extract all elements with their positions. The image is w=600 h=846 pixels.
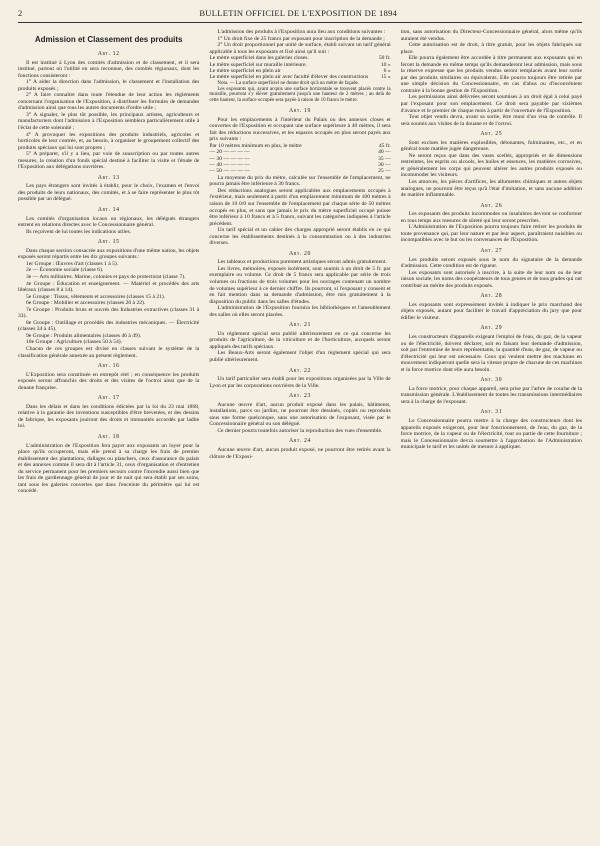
tariff-price: 6 » bbox=[383, 68, 391, 74]
paragraph: 7e Groupe : Produits bruts et ouvrés des Industries extractives (classes 31 à 33). bbox=[18, 306, 200, 320]
article-heading: Art. 13 bbox=[97, 174, 120, 181]
paragraph: Ne seront reçus que dans des vases scellés, appropriés et de dimensions restreintes, les esprits ou alcools, les huiles et essences, les matières corrosives, et généralement les corps qui peuvent altérer les autres produits exposés ou incommoder les visiteurs. bbox=[400, 152, 582, 179]
paragraph: Cette autorisation est de droit, à titre gratuit, pour les objets fabriqués sur place. bbox=[400, 42, 582, 55]
paragraph: 10e Groupe : Agriculture (classes 50 à 54). bbox=[26, 339, 122, 346]
tariff-price: 35 — bbox=[378, 155, 391, 162]
article-heading: Art. 29 bbox=[480, 325, 503, 332]
article-heading: Art. 30 bbox=[480, 377, 503, 384]
paragraph: L'admission des produits à l'Exposition aura lieu aux conditions suivantes : bbox=[217, 29, 386, 35]
tariff-label: Le mètre superficiel en plein air avec faculté d'élever des constructions bbox=[209, 74, 369, 81]
paragraph: Tout objet vendu devra, avant sa sortie, être muni d'un visa de contrôle. Il sera soumis aux visites de la douane et de l'octroi. bbox=[400, 114, 582, 127]
tariff-price: 45 fr. bbox=[378, 142, 391, 149]
paragraph: Les Beaux-Arts seront également l'objet d'un règlement spécial qui sera publié ultérieurement. bbox=[209, 350, 391, 363]
paragraph: L'administration de l'Exposition fera payer aux exposants un loyer pour la place qu'ils occuperont, mais elle prend à sa charge les frais de premier établissement des plantations, dallages ou planchers, ceux d'assurance du palais et des annexes comme il sera dit à l'article 31, ceux d'organisation et d'entretien du service permanent pour les premiers secours contre l'incendie aussi bien que les frais de gardiennage général de jour et de nuit qui sera établi par ses soins, tant sous les galeries couvertes que dans l'enceinte du périmètre qui lui est concédé. bbox=[18, 442, 200, 495]
paragraph: Les produits seront exposés sous le nom du signataire de la demande d'admission. Cette condition est de rigueur. bbox=[400, 256, 582, 270]
paragraph: 1er Groupe : Œuvres d'art (classes 1 à 5). bbox=[26, 260, 119, 267]
paragraph: L'Administration de l'Exposition pourra toujours faire retirer les produits de toute provenance qui, par leur nature et par leur aspect, paraîtraient nuisibles ou incompatibles avec le but ou les convenances de l'Exposition. bbox=[400, 224, 582, 244]
paragraph: Les exposants sont expressément invités à indiquer le prix marchand des objets exposés, autant pour faciliter le travail d'appréciation du jury que pour édifier le visiteur. bbox=[400, 301, 582, 321]
paragraph: Le Concessionnaire pourra mettre à la charge des constructeurs dont les appareils exposés exigeront, pour leur fonctionnement, de l'eau, du gaz, de la force motrice, de la vapeur ou de l'électricité, tout ou partie de cette fourniture ; mais le Concessionnaire devra soumettre à l'approbation de l'Administration municipale le tarif et les unités de mesure à appliquer. bbox=[400, 417, 582, 451]
header-rule bbox=[18, 22, 582, 23]
paragraph: Les comités d'organisation locaux ou régionaux, les délégués étrangers entrent en relations directes avec le Concessionnaire général. bbox=[18, 215, 200, 229]
paragraph: Chacun de ces groupes est divisé en classes suivant le système de la classification générale annexée au présent règlement. bbox=[18, 345, 200, 359]
tariff-label: — 40 — — — — bbox=[209, 161, 250, 168]
paragraph: La force motrice, pour chaque appareil, sera prise par l'arbre de couche de la transmission générale. L'établissement de toutes les transmissions intermédiaires sera à la charge de l'exposant. bbox=[400, 385, 582, 405]
tariff-price: 40 — bbox=[378, 149, 391, 156]
article-heading: Art. 15 bbox=[97, 239, 120, 246]
note-paragraph: Les exposants qui, ayant acquis une surface horizontale se trouvent placés contre la muraille, pourront s'y élever gratuitement jusqu'à une hauteur de 2 mètres ; au delà de cette hauteur, la surface occupée sera payée à raison de 10 francs le mètre. bbox=[209, 86, 391, 104]
article-heading: Art. 14 bbox=[97, 207, 120, 214]
paragraph: 1° Un droit fixe de 25 francs par exposant pour inscription de la demande ; bbox=[217, 35, 385, 42]
tariff-row bbox=[209, 74, 390, 80]
paragraph: 3e — Arts militaires. Marine, colonies et pays de protectorat (classe 7). bbox=[26, 273, 186, 280]
page-number: 2 bbox=[18, 8, 23, 18]
paragraph: Sont exclues les matières explosibles, détonantes, fulminantes, etc., et en général toute matière jugée dangereuse. bbox=[400, 139, 582, 153]
paragraph: 3° A signaler, le plus tôt possible, les principaux artistes, agriculteurs et manufacturiers dont l'admission à l'Exposition semblera particulièrement utile à l'éclat de cette solennité ; bbox=[18, 111, 200, 132]
paragraph: Elle pourra également être accordée à titre permanent aux exposants qui en feront la demande en même temps qu'ils demanderont leur admission, mais sous la réserve expresse que les produits vendus seront remplacés avant leur sortie par des produits similaires ou équivalents. Elle pourra toujours être retirée par une simple décision du Concessionnaire, en cas d'abus ou d'inconvénient contraire à la bonne gestion de l'Exposition. bbox=[400, 55, 582, 94]
article-heading: Art. 28 bbox=[480, 293, 503, 300]
paragraph: 1° A aider la direction dans l'admission, le classement et l'installation des produits exposés ; bbox=[18, 79, 200, 92]
paragraph: Aucune œuvre d'art, aucun produit exposé, ne pourront être retirés avant la clôture de l'Exposi- bbox=[209, 447, 391, 460]
tariff-label: — 50 — — — — bbox=[209, 168, 250, 175]
paragraph: 4° A provoquer les expositions des produits industriels, agricoles et horticoles de leur contrée, et, au besoin, à organiser le groupement collectif des produits spéciaux qui lui sont propres ; bbox=[18, 131, 200, 151]
article-heading: Art. 23 bbox=[289, 393, 311, 400]
note-paragraph: Nota. — La surface superficiel ne donne droit qu'à un mètre de façade. bbox=[217, 80, 360, 86]
paragraph: 5° A préparer, s'il y a lieu, par voie de souscription ou par toutes autres mesures, la création d'un fonds spécial destiné à faciliter la visite et l'étude de l'Exposition aux délégations ouvrières. bbox=[18, 151, 200, 171]
article-heading: Art. 24 bbox=[289, 438, 311, 445]
paragraph: L'Exposition sera constituée en entrepôt réel ; en conséquence les produits exposés seront affranchis des droits et des visites de l'octroi ainsi que de la douane française. bbox=[18, 371, 200, 391]
tariff-price: 10 » bbox=[380, 61, 391, 68]
column-2 bbox=[209, 29, 390, 841]
paragraph: Les livres, mémoires, exposés isolément, sont soumis à un droit de 5 fr. par exemplaire ou volume. Ce droit de 5 francs sera applicable par série de trois volumes ou fractions de trois volumes pour les ouvrages contenant un nombre de volumes supérieur à ce dernier chiffre. Ils pourront, si l'exposant y consent et en fait mention dans sa demande d'admission, être mis gratuitement à la disposition du public dans les salles d'études. bbox=[209, 265, 391, 305]
paragraph: Les pays étrangers sont invités à établir, pour le choix, l'examen et l'envoi des produits de leurs nationaux, des comités, et à se faire représenter le plus tôt possible par un délégué. bbox=[18, 183, 200, 203]
article-heading: Art. 21 bbox=[289, 322, 311, 329]
paragraph: Pour les emplacements à l'intérieur du Palais ou des annexes closes et couvertes de l'Exposition et occupant une surface supérieure à 40 mètres, il sera fait des réductions successives, et les espaces occupés en plus seront payés aux prix suivants : bbox=[209, 116, 391, 143]
section-title: Admission et Classement des produits bbox=[34, 35, 183, 44]
page-header bbox=[18, 8, 582, 18]
paragraph: 8e Groupe : Outillage et procédés des industries mécaniques. — Électricité (classes 34 à 45). bbox=[18, 319, 200, 333]
paragraph: La moyenne du prix du mètre, calculée sur l'ensemble de l'emplacement, ne pourra jamais être inférieure à 30 francs. bbox=[209, 174, 391, 188]
paragraph: Les permissions ainsi délivrées seront soumises à un droit égal à celui payé par l'exposant pour son emplacement. Ce droit sera payable par sixièmes d'avance et le premier de chaque mois à partir de l'ouverture de l'Exposition. bbox=[400, 94, 582, 114]
paragraph: 6e Groupe : Mobilier et accessoires (classes 20 à 22). bbox=[26, 300, 146, 307]
paragraph: Ils reçoivent de lui toutes les indications utiles. bbox=[26, 228, 132, 235]
tariff-label: Le mètre superficiel dans les galeries closes. bbox=[209, 55, 309, 62]
paragraph: Les exposants sont autorisés à inscrire, à la suite de leur nom ou de leur raison sociale, les noms des coopérateurs de tous genres et de tous grades qui ont contribué au mérite des produits exposés. bbox=[400, 269, 582, 289]
tariff-price: 50 fr. bbox=[378, 55, 391, 62]
paragraph: Les constructeurs d'appareils exigeant l'emploi de l'eau, du gaz, de la vapeur ou de l'électricité, doivent déclarer, soit en faisant leur demande d'admission, soit par l'entremise de leurs représentants, la quantité d'eau, de gaz, de vapeur ou d'électricité qui leur est nécessaire. Ceux qui veulent mettre des machines en mouvement indiqueront quelle sera la vitesse propre de chacune de ces machines et la force motrice dont elle aura besoin. bbox=[400, 333, 582, 373]
paragraph: 2° A faire connaître dans toute l'étendue de leur action les règlements concernant l'organisation de l'Exposition, à distribuer les formules de demandes d'admission ainsi que tous les autres documents d'ordre utile ; bbox=[18, 92, 200, 112]
article-heading: Art. 26 bbox=[480, 202, 503, 209]
article-heading: Art. 17 bbox=[97, 395, 120, 402]
paragraph: Des réductions analogues seront applicables aux emplacements occupés à l'extérieur, mais seulement à partir d'un emplacement minimum de 100 mètres à raison de 10 0/0 sur l'ensemble de l'emplacement par chaque série de 50 mètres occupés en plus, et sans que jamais le prix du mètre superficiel occupé puisse être inférieur à 10 francs et à 5 francs, suivant les catégories indiquées à l'article précédent. bbox=[209, 187, 391, 227]
paragraph: Les amorces, les pièces d'artifices, les allumettes chimiques et autres objets analogues, ne pourront être reçus qu'à l'état d'imitation, et sans aucune addition de matière inflammable. bbox=[400, 179, 582, 199]
tariff-price: 30 — bbox=[378, 161, 391, 168]
article-heading: Art. 31 bbox=[480, 409, 503, 416]
article-heading: Art. 27 bbox=[480, 247, 503, 254]
text-columns bbox=[18, 29, 582, 841]
article-heading: Art. 18 bbox=[97, 433, 120, 440]
article-heading: Art. 19 bbox=[289, 108, 311, 114]
article-heading: Art. 12 bbox=[97, 51, 120, 57]
paragraph: 2° Un droit proportionnel par unité de surface, établi suivant un tarif général applicable à tous les exposants et fixé ainsi qu'il suit : bbox=[209, 42, 391, 55]
paragraph: Aucune œuvre d'art, aucun produit exposé dans les palais, bâtiments, installations, parcs ou jardins, ne pourront être dessinés, copiés ou reproduits sous une forme quelconque, sans une autorisation de l'exposant, visée par le Concessionnaire général ou son délégué. bbox=[209, 401, 391, 428]
tariff-label: Par 10 mètres minimum en plus, le mètre bbox=[209, 142, 302, 149]
paragraph: tion, sans autorisation du Directeur-Concessionnaire général, alors même qu'ils auraient été vendus. bbox=[400, 29, 582, 42]
paragraph: Dans chaque section consacrée aux expositions d'une même nation, les objets exposés seront répartis entre les dix groupes suivants : bbox=[18, 247, 200, 261]
paragraph: 9e Groupe : Produits alimentaires (classes 46 à 49). bbox=[26, 332, 142, 339]
column-1 bbox=[18, 29, 199, 841]
article-heading: Art. 16 bbox=[97, 363, 120, 370]
tariff-label: Le mètre superficiel en plein air bbox=[209, 68, 281, 74]
article-heading: Art. 20 bbox=[289, 250, 311, 257]
paragraph: Un tarif particulier sera établi pour les expositions organisées par la Ville de Lyon et par les corporations ouvrières de la Ville. bbox=[209, 376, 391, 389]
paragraph: 2e — Économie sociale (classe 6). bbox=[26, 267, 104, 274]
paragraph: Il est institué à Lyon des comités d'admission et de classement, et il sera institué, partout où l'utilité en sera reconnue, des comités régionaux, dont les fonctions consisteront : bbox=[18, 59, 200, 79]
tariff-label: — 20 — — — — bbox=[209, 149, 250, 156]
column-3 bbox=[401, 29, 582, 841]
paragraph: 4e Groupe : Éducation et enseignement. — Matériel et procédés des arts libéraux (classes 8 à 14). bbox=[18, 280, 200, 294]
paragraph: Un règlement spécial sera publié ultérieurement en ce qui concerne les produits de l'agriculture, de la viticulture et de l'horticulture, auxquels seront appliqués des tarifs spéciaux. bbox=[209, 330, 391, 350]
tariff-table bbox=[209, 55, 390, 81]
article-heading: Art. 25 bbox=[480, 131, 503, 138]
tariff-price: 15 » bbox=[380, 74, 391, 81]
tariff-price: 25 — bbox=[378, 168, 391, 175]
tariff-label: Le mètre superficiel sur muraille intérieure. bbox=[209, 61, 307, 68]
paragraph: Les tableaux et productions purement artistiques seront admis gratuitement. bbox=[217, 259, 387, 266]
paragraph: Les exposants des produits incommodes ou insalubres devront se conformer en tous temps aux mesures de sûreté qui leur seront prescrites. bbox=[400, 211, 582, 224]
bulletin-title: BULLETIN OFFICIEL DE L'EXPOSITION DE 1894 bbox=[199, 8, 398, 18]
tariff-table bbox=[209, 143, 390, 175]
paragraph: Un tarif spécial et un cahier des charges approprié seront établis en ce qui concerne les établissements destinés à la consommation ou à des industries diverses. bbox=[209, 227, 391, 247]
paragraph: 5e Groupe : Tissus, vêtements et accessoires (classes 15 à 21). bbox=[26, 293, 166, 300]
tariff-label: — 30 — — — — bbox=[209, 155, 250, 162]
paragraph: Ce dernier pourra toutefois autoriser la reproduction des vues d'ensemble. bbox=[217, 427, 383, 434]
article-heading: Art. 22 bbox=[289, 367, 311, 374]
paragraph: Dans les délais et dans les conditions édictées par la loi du 23 mai 1868, relative à la garantie des inventions susceptibles d'être brevetées, et des dessins de fabrique, les exposants jouiront des droits et immunités accordés par ladite loi. bbox=[18, 403, 200, 430]
paragraph: L'administration de l'Exposition fournira les bibliothèques et l'ameublement des salles où elles seront placées. bbox=[209, 305, 391, 318]
